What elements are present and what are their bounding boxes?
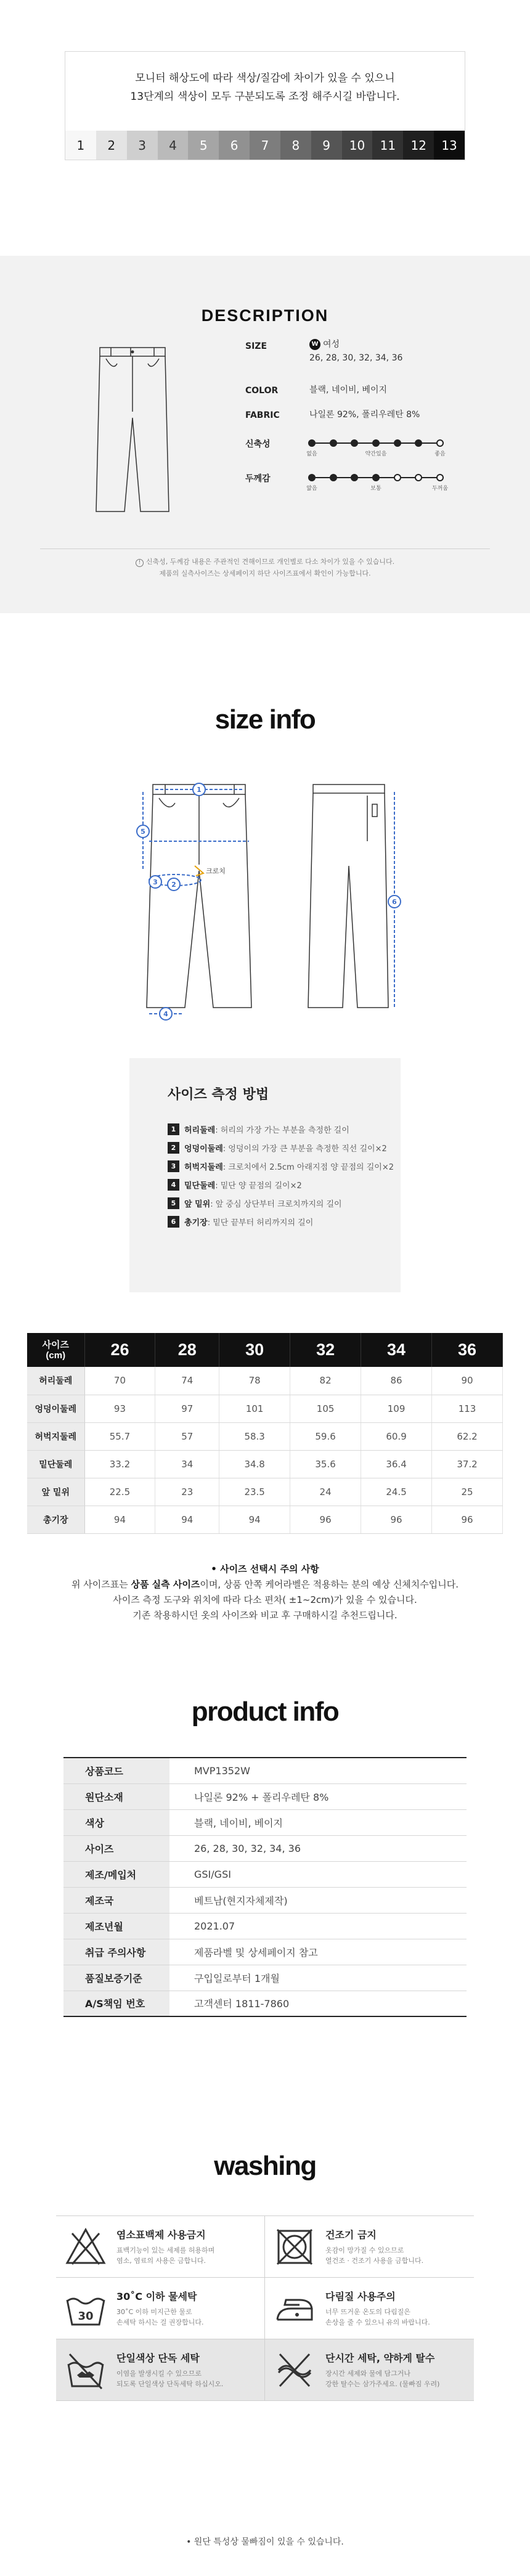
- product-info-key: 제조/메입처: [63, 1861, 169, 1887]
- washing-item-name: 30˚C 이하 물세탁: [116, 2291, 197, 2302]
- product-info-row: [63, 1758, 467, 1783]
- washing-item: [265, 2339, 474, 2401]
- size-row-label: 밑단둘레: [27, 1450, 84, 1478]
- gray-step-3: 3: [127, 131, 158, 160]
- thickness-caption: 얇음: [306, 486, 317, 492]
- size-cell: 113: [432, 1395, 503, 1422]
- measurement-description: : 허리의 가장 가는 부분을 측정한 길이: [215, 1125, 349, 1135]
- measurement-number: 6: [168, 1216, 179, 1228]
- product-info-row: [63, 1783, 467, 1809]
- washing-grid: [56, 2215, 474, 2401]
- product-info-row: [63, 1861, 467, 1887]
- size-cell: 97: [155, 1395, 219, 1422]
- product-info-row: [63, 1991, 467, 2016]
- washing-item-name: 단일색상 단독 세탁: [116, 2352, 200, 2364]
- size-cell: 101: [219, 1395, 290, 1422]
- size-cell: 78: [219, 1367, 290, 1395]
- color-notice: [65, 51, 465, 160]
- stretch-scale: [308, 439, 444, 457]
- size-caution-line-1-bold: 상품 실측 사이즈: [131, 1579, 200, 1590]
- stretch-caption: 좋음: [434, 451, 446, 457]
- product-info-key: A/S책임 번호: [63, 1991, 169, 2016]
- size-cell: 35.6: [290, 1450, 361, 1478]
- description-note-line-1: 신축성, 두께감 내용은 주관적인 견해이므로 개인별로 다소 차이가 있을 수 있습니다.: [145, 558, 395, 566]
- stretch-dot: [351, 439, 358, 447]
- size-cell: 105: [290, 1395, 361, 1422]
- washing-item-description: 옷감이 망가질 수 있으므로 열건조 · 건조기 사용을 금합니다.: [325, 2246, 424, 2265]
- stretch-dot: [308, 439, 316, 447]
- gray-step-1: 1: [65, 131, 96, 160]
- stretch-dot: [415, 439, 422, 447]
- measurement-item: [168, 1212, 394, 1231]
- size-cell: 70: [84, 1367, 155, 1395]
- measurement-guide-title: 사이즈 측정 방법: [168, 1087, 269, 1103]
- washing-texts: [325, 2227, 423, 2266]
- thickness-dot: [415, 474, 422, 481]
- product-info-value: 구입일로부터 1개월: [169, 1965, 467, 1991]
- washing-item: [265, 2278, 474, 2339]
- size-chart-table: [27, 1333, 503, 1534]
- size-cell: 90: [432, 1367, 503, 1395]
- size-cell: 33.2: [84, 1450, 155, 1478]
- size-cell: 24.5: [361, 1478, 432, 1506]
- product-info-value: 제품라벨 및 상세페이지 참고: [169, 1939, 467, 1965]
- product-info-value: 2021.07: [169, 1913, 467, 1939]
- washing-item: [265, 2216, 474, 2278]
- thickness-dot: [436, 474, 444, 481]
- gray-step-7: 7: [250, 131, 280, 160]
- size-cell: 24: [290, 1478, 361, 1506]
- washing-item-name: 다림질 사용주의: [325, 2291, 396, 2302]
- size-cell: 96: [432, 1506, 503, 1533]
- description-note: [0, 556, 530, 579]
- size-chart-header-row: [27, 1333, 503, 1367]
- measurement-badge-number: 1: [197, 786, 202, 794]
- fabric-label: FABRIC: [245, 410, 280, 420]
- washing-item-description: 이염을 발생시킬 수 있으므로 되도록 단일색상 단독세탁 하십시오.: [116, 2370, 224, 2388]
- size-cell: 94: [84, 1506, 155, 1533]
- product-info-value: 26, 28, 30, 32, 34, 36: [169, 1835, 467, 1861]
- gray-step-6: 6: [219, 131, 250, 160]
- size-caution-line-3: 기존 착용하시던 옷의 사이즈와 비교 후 구매하시길 추천드립니다.: [132, 1610, 398, 1621]
- size-cell: 22.5: [84, 1478, 155, 1506]
- gray-step-5: 5: [188, 131, 219, 160]
- washing-texts: [116, 2350, 223, 2389]
- measurement-guide-box: [129, 1058, 401, 1292]
- size-cell: 36.4: [361, 1450, 432, 1478]
- measurement-item: [168, 1120, 394, 1138]
- measurement-badge-number: 4: [163, 1010, 168, 1018]
- stretch-dot: [372, 439, 380, 447]
- product-info-key: 원단소재: [63, 1783, 169, 1809]
- size-cell: 60.9: [361, 1422, 432, 1450]
- description-title: DESCRIPTION: [201, 306, 329, 325]
- thickness-dot: [394, 474, 401, 481]
- stretch-dot: [330, 439, 337, 447]
- color-value: 블랙, 네이비, 베이지: [309, 385, 387, 395]
- size-row-label: 총기장: [27, 1506, 84, 1533]
- measurement-badge-number: 6: [392, 898, 397, 906]
- size-list: 26, 28, 30, 32, 34, 36: [309, 353, 403, 363]
- measurement-number: 3: [168, 1160, 179, 1172]
- washing-texts: [325, 2350, 439, 2389]
- measurement-term: 앞 밑위: [184, 1199, 211, 1209]
- size-cell: 59.6: [290, 1422, 361, 1450]
- size-table-row: [27, 1450, 503, 1478]
- size-header-label: 사이즈: [42, 1339, 69, 1350]
- size-measurement-diagram: [0, 767, 530, 1026]
- color-label: COLOR: [245, 386, 279, 396]
- women-badge: W: [309, 339, 320, 350]
- fabric-value: 나일론 92%, 폴리우레탄 8%: [309, 410, 420, 420]
- no-bleach-icon: [63, 2225, 108, 2269]
- stretch-caption: 약간있음: [365, 451, 387, 457]
- washing-item-description: 30˚C 이하 미지근한 물로 손세탁 하시는 걸 권장합니다.: [116, 2308, 204, 2326]
- product-info-key: 사이즈: [63, 1835, 169, 1861]
- svg-text:30: 30: [78, 2309, 94, 2323]
- measurement-item: [168, 1194, 394, 1212]
- thickness-scale: [306, 473, 449, 492]
- gray-step-10: 10: [342, 131, 373, 160]
- washing-texts: [325, 2289, 430, 2328]
- thickness-label: 두께감: [245, 474, 271, 484]
- size-cell: 86: [361, 1367, 432, 1395]
- product-info-key: 취급 주의사항: [63, 1939, 169, 1965]
- size-cell: 96: [361, 1506, 432, 1533]
- washing-title: washing: [214, 2151, 316, 2181]
- washing-item: [56, 2216, 265, 2278]
- product-info-value: 고객센터 1811-7860: [169, 1991, 467, 2016]
- stretch-label: 신축성: [245, 439, 271, 449]
- measurement-badges: [137, 783, 401, 1020]
- product-info-row: [63, 1835, 467, 1861]
- measurement-item: [168, 1138, 394, 1157]
- product-info-key: 색상: [63, 1809, 169, 1835]
- size-column-header: 32: [290, 1333, 361, 1367]
- thickness-dot: [330, 474, 337, 481]
- measurement-item: [168, 1157, 394, 1175]
- size-label: SIZE: [245, 341, 267, 351]
- size-caution-line-1-pre: 위 사이즈표는: [71, 1579, 131, 1590]
- product-info-value: 나일론 92% + 폴리우레탄 8%: [169, 1783, 467, 1809]
- size-value: [309, 338, 402, 365]
- description-divider: [40, 548, 490, 549]
- product-info-key: 제조년월: [63, 1913, 169, 1939]
- measurement-item: [168, 1175, 394, 1194]
- size-cell: 23.5: [219, 1478, 290, 1506]
- size-table-row: [27, 1506, 503, 1533]
- size-cell: 55.7: [84, 1422, 155, 1450]
- size-cell: 109: [361, 1395, 432, 1422]
- product-info-row: [63, 1913, 467, 1939]
- description-section: [0, 256, 530, 613]
- measurement-term: 허리둘레: [184, 1125, 216, 1135]
- size-chart-unit-header: [27, 1333, 84, 1367]
- stretch-caption: 없음: [306, 451, 317, 457]
- size-column-header: 28: [155, 1333, 219, 1367]
- size-cell: 96: [290, 1506, 361, 1533]
- size-row-label: 허벅지둘레: [27, 1422, 84, 1450]
- size-table-row: [27, 1422, 503, 1450]
- product-info-row: [63, 1965, 467, 1991]
- washing-item-name: 단시간 세탁, 약하게 탈수: [325, 2352, 435, 2364]
- pants-sketch-icon: [92, 344, 173, 516]
- product-info-row: [63, 1939, 467, 1965]
- washing-item: [56, 2339, 265, 2401]
- crotch-label: 크로치: [206, 867, 226, 875]
- size-cell: 94: [155, 1506, 219, 1533]
- size-header-unit: (cm): [46, 1350, 66, 1361]
- washing-texts: [116, 2227, 214, 2266]
- size-table-row: [27, 1395, 503, 1422]
- description-note-line-2: 제품의 실측사이즈는 상세페이지 하단 사이즈표에서 확인이 가능합니다.: [159, 569, 371, 577]
- size-cell: 94: [219, 1506, 290, 1533]
- gray-step-13: 13: [434, 131, 465, 160]
- gray-step-8: 8: [280, 131, 311, 160]
- product-info-table: [63, 1757, 467, 2017]
- gray-step-9: 9: [311, 131, 342, 160]
- measurement-description: : 앞 중심 상단부터 크로치까지의 길이: [210, 1199, 342, 1209]
- product-info-key: 상품코드: [63, 1758, 169, 1783]
- washing-guide: [56, 2215, 474, 2401]
- gray-scale-bar: [65, 131, 465, 160]
- measurement-description: : 밑단 양 끝점의 길이×2: [215, 1181, 302, 1191]
- size-cell: 34: [155, 1450, 219, 1478]
- size-column-header: 26: [84, 1333, 155, 1367]
- washing-note: • 원단 특성상 물빠짐이 있을 수 있습니다.: [186, 2537, 344, 2547]
- thickness-dot: [308, 474, 316, 481]
- measurement-number: 2: [168, 1142, 179, 1154]
- measurement-badge-number: 5: [141, 828, 145, 836]
- washing-item: [56, 2278, 265, 2339]
- no-tumble-dry-icon: [272, 2225, 317, 2269]
- color-notice-text: [65, 69, 465, 106]
- size-row-label: 엉덩이둘레: [27, 1395, 84, 1422]
- washing-item-description: 너무 뜨거운 온도의 다림질은 손상을 줄 수 있으니 유의 바랍니다.: [325, 2308, 430, 2326]
- size-caution-line-2: 사이즈 측정 도구와 위치에 따라 다소 편차( ±1~2cm)가 있을 수 있습니다.: [113, 1594, 417, 1605]
- size-row-label: 허리둘레: [27, 1367, 84, 1395]
- product-info-value: GSI/GSI: [169, 1861, 467, 1887]
- measurement-description: : 크로치에서 2.5cm 아래지점 양 끝점의 길이×2: [222, 1162, 394, 1172]
- thickness-dot: [372, 474, 380, 481]
- size-cell: 74: [155, 1367, 219, 1395]
- size-table-row: [27, 1367, 503, 1395]
- size-column-header: 30: [219, 1333, 290, 1367]
- size-cell: 25: [432, 1478, 503, 1506]
- measurement-guide-list: [168, 1120, 394, 1231]
- size-caution-title: • 사이즈 선택시 주의 사항: [211, 1563, 319, 1575]
- product-info-value: 베트남(현지자체제작): [169, 1887, 467, 1913]
- measurement-term: 엉덩이둘레: [184, 1144, 223, 1154]
- washing-item-name: 염소표백제 사용금지: [116, 2229, 206, 2241]
- info-icon: !: [136, 559, 144, 567]
- measurement-badge-number: 2: [171, 881, 176, 889]
- product-info-value: 블랙, 네이비, 베이지: [169, 1809, 467, 1835]
- size-cell: 37.2: [432, 1450, 503, 1478]
- measurement-badge-number: 3: [153, 878, 158, 886]
- measurement-term: 허벅지둘레: [184, 1162, 223, 1172]
- color-notice-line-1: 모니터 해상도에 따라 색상/질감에 차이가 있을 수 있으니: [135, 72, 395, 84]
- stretch-dot: [436, 439, 444, 447]
- low-iron-icon: [272, 2286, 317, 2331]
- size-cell: 82: [290, 1367, 361, 1395]
- size-caution-line-1-post: 이며, 상품 안쪽 케어라벨은 적용하는 분의 예상 신체치수입니다.: [200, 1579, 459, 1590]
- washing-item-description: 장시간 세제와 물에 담그거나 강한 탈수는 삼가주세요. (물빠짐 우려): [325, 2370, 440, 2388]
- thickness-caption: 보통: [370, 486, 381, 492]
- measurement-number: 5: [168, 1197, 179, 1209]
- gray-step-11: 11: [372, 131, 403, 160]
- size-caution: [0, 1562, 530, 1623]
- measurement-number: 4: [168, 1179, 179, 1191]
- gray-step-4: 4: [158, 131, 189, 160]
- size-cell: 57: [155, 1422, 219, 1450]
- wash-30-icon: [63, 2286, 108, 2331]
- gray-step-12: 12: [403, 131, 434, 160]
- color-notice-line-2: 13단계의 색상이 모두 구분되도록 조정 해주시길 바랍니다.: [130, 91, 400, 103]
- product-info-row: [63, 1887, 467, 1913]
- stretch-dot: [394, 439, 401, 447]
- thickness-caption: 두꺼움: [431, 486, 449, 492]
- no-wring-icon: [272, 2348, 317, 2392]
- washing-item-name: 건조기 금지: [325, 2229, 377, 2241]
- separate-wash-icon: [63, 2348, 108, 2392]
- size-info-title: size info: [214, 704, 316, 735]
- product-info-title: product info: [191, 1697, 339, 1727]
- gender-text: 여성: [323, 340, 340, 349]
- product-info-key: 품질보증기준: [63, 1965, 169, 1991]
- measurement-description: : 밑단 끝부터 허리까지의 길이: [207, 1218, 314, 1228]
- product-info-key: 제조국: [63, 1887, 169, 1913]
- size-cell: 58.3: [219, 1422, 290, 1450]
- size-column-header: 36: [432, 1333, 503, 1367]
- product-info-row: [63, 1809, 467, 1835]
- thickness-dot: [351, 474, 358, 481]
- gray-step-2: 2: [96, 131, 127, 160]
- measurement-description: : 엉덩이의 가장 큰 부분을 측정한 직선 길이×2: [222, 1144, 387, 1154]
- size-cell: 93: [84, 1395, 155, 1422]
- size-cell: 62.2: [432, 1422, 503, 1450]
- washing-texts: [116, 2289, 204, 2328]
- measurement-term: 밑단둘레: [184, 1181, 216, 1191]
- size-table-row: [27, 1478, 503, 1506]
- product-info-value: MVP1352W: [169, 1758, 467, 1783]
- size-cell: 23: [155, 1478, 219, 1506]
- measurement-number: 1: [168, 1123, 179, 1135]
- size-cell: 34.8: [219, 1450, 290, 1478]
- measurement-term: 총기장: [184, 1218, 208, 1228]
- size-column-header: 34: [361, 1333, 432, 1367]
- size-row-label: 앞 밑위: [27, 1478, 84, 1506]
- washing-item-description: 표백기능이 있는 세제를 허용하며 염소, 염료의 사용은 금합니다.: [116, 2246, 215, 2265]
